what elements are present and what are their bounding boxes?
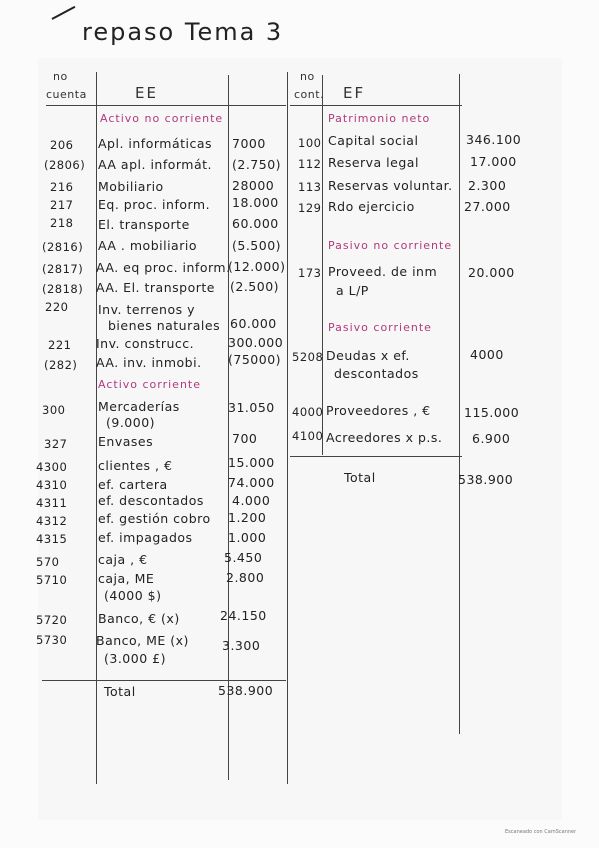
account-amount: 15.000 (228, 455, 275, 470)
center-divider (287, 72, 288, 784)
account-code: 570 (36, 555, 60, 569)
account-name-line-2: (9.000) (106, 415, 156, 430)
account-code: 221 (48, 338, 72, 352)
account-code: 4311 (36, 496, 68, 510)
right-total-line (290, 456, 462, 457)
account-name-line-2: descontados (334, 366, 419, 381)
account-name: ef. cartera (98, 477, 168, 492)
right-header-underline (290, 105, 462, 106)
account-amount: 4.000 (232, 493, 271, 508)
account-name: Mobiliario (98, 179, 164, 194)
right-total-amount: 538.900 (458, 472, 514, 487)
account-amount: 60.000 (230, 316, 277, 331)
account-code: 5208 (292, 350, 324, 364)
account-amount: 74.000 (228, 475, 275, 490)
right-column-title: EF (343, 84, 366, 102)
account-name: ef. gestión cobro (98, 511, 211, 526)
account-amount: 4000 (470, 347, 504, 362)
account-name: Inv. construcc. (96, 336, 195, 351)
page-title: repaso Tema 3 (82, 18, 284, 46)
account-amount: (75000) (228, 352, 282, 367)
account-amount: (2.750) (232, 157, 282, 172)
account-code: (2818) (42, 282, 84, 296)
account-amount: 5.450 (224, 550, 263, 565)
account-name-line-2: (4000 $) (104, 588, 162, 603)
account-name: caja , € (98, 552, 148, 567)
account-name: Proveedores , € (326, 403, 431, 418)
section-patrimonio-neto: Patrimonio neto (328, 112, 431, 125)
account-code: 216 (50, 180, 74, 194)
account-code: 100 (298, 136, 322, 150)
account-amount: 24.150 (220, 608, 267, 623)
account-amount: 3.300 (222, 638, 261, 653)
right-cont-label: cont. (294, 88, 325, 101)
account-name-line-1: Inv. terrenos y (98, 302, 196, 317)
account-amount: 2.300 (468, 178, 507, 193)
account-name: Banco, € (x) (98, 611, 180, 626)
right-amount-divider (459, 74, 460, 734)
account-amount: 700 (232, 431, 258, 446)
account-name: ef. impagados (98, 530, 193, 545)
title-slash-mark (52, 6, 76, 20)
account-name: Eq. proc. inform. (98, 197, 211, 212)
account-code: 112 (298, 157, 322, 171)
account-amount: 1.000 (228, 530, 267, 545)
account-name: ef. descontados (98, 493, 204, 508)
account-amount: 60.000 (232, 216, 279, 231)
account-name-line-2: a L/P (336, 283, 369, 298)
account-code: 4312 (36, 514, 68, 528)
left-header-underline (46, 105, 286, 106)
account-name-line-2: bienes naturales (108, 318, 221, 333)
account-amount: 300.000 (228, 335, 284, 350)
account-name: Reservas voluntar. (328, 178, 453, 193)
account-amount: 2.800 (226, 570, 265, 585)
account-name: Apl. informáticas (98, 136, 213, 151)
account-amount: 7000 (232, 136, 266, 151)
account-amount: (2.500) (230, 279, 280, 294)
account-code: 5720 (36, 613, 68, 627)
right-num-label: no (300, 70, 315, 83)
account-code: 300 (42, 403, 66, 417)
account-code: 206 (50, 138, 74, 152)
account-code: 217 (50, 198, 74, 212)
account-code: 327 (44, 437, 68, 451)
account-code: 129 (298, 201, 322, 215)
account-name: AA . mobiliario (98, 238, 197, 253)
account-amount: 28000 (232, 178, 275, 193)
account-name-line-1: caja, ME (98, 571, 155, 586)
account-name-line-2: (3.000 £) (104, 651, 166, 666)
account-code: 113 (298, 180, 322, 194)
left-amount-divider (228, 75, 229, 780)
left-total-label: Total (104, 684, 136, 699)
right-total-label: Total (344, 470, 376, 485)
account-code: 4000 (292, 405, 324, 419)
left-total-line (42, 680, 286, 681)
account-amount: 20.000 (468, 265, 515, 280)
account-name-line-1: Deudas x ef. (326, 348, 410, 363)
account-code: (2817) (42, 262, 84, 276)
account-amount: 31.050 (228, 400, 275, 415)
account-code: 220 (45, 300, 69, 314)
account-name: Rdo ejercicio (328, 199, 415, 214)
account-code: (2806) (44, 158, 86, 172)
account-name: Envases (98, 434, 154, 449)
account-name: Acreedores x p.s. (326, 430, 443, 445)
account-amount: 6.900 (472, 431, 511, 446)
account-name: AA. El. transporte (96, 280, 215, 295)
account-amount: (5.500) (232, 238, 282, 253)
account-name: AA apl. informát. (98, 157, 213, 172)
account-amount: 346.100 (466, 132, 522, 147)
left-total-amount: 538.900 (218, 683, 274, 698)
account-name: AA. inv. inmobi. (96, 355, 202, 370)
account-code: (282) (44, 358, 78, 372)
account-code: 218 (50, 216, 74, 230)
account-name: Capital social (328, 133, 419, 148)
account-name-line-1: Mercaderías (98, 399, 180, 414)
left-num-label: no (53, 70, 68, 83)
section-pasivo-no-corriente: Pasivo no corriente (328, 239, 453, 252)
account-amount: 27.000 (464, 199, 511, 214)
scanner-watermark: Escaneado con CamScanner (505, 829, 577, 835)
account-code: 5730 (36, 633, 68, 647)
right-code-divider (322, 75, 323, 455)
account-name: AA. eq proc. inform. (96, 260, 231, 275)
left-code-divider (96, 72, 97, 784)
account-name-line-1: Banco, ME (x) (96, 633, 189, 648)
section-activo-no-corriente: Activo no corriente (100, 112, 224, 125)
account-name: Reserva legal (328, 155, 419, 170)
account-amount: (12.000) (228, 259, 286, 274)
account-code: 4300 (36, 460, 68, 474)
account-code: 173 (298, 266, 322, 280)
section-activo-corriente: Activo corriente (98, 378, 201, 391)
account-name: clientes , € (98, 458, 173, 473)
section-pasivo-corriente: Pasivo corriente (328, 321, 432, 334)
account-code: 4310 (36, 478, 68, 492)
account-code: 4315 (36, 532, 68, 546)
account-code: 5710 (36, 573, 68, 587)
account-amount: 18.000 (232, 195, 279, 210)
account-amount: 17.000 (470, 154, 517, 169)
account-amount: 115.000 (464, 405, 520, 420)
left-column-title: EE (135, 84, 158, 102)
account-amount: 1.200 (228, 510, 267, 525)
left-cuenta-label: cuenta (46, 88, 87, 101)
account-code: (2816) (42, 240, 84, 254)
account-name-line-1: Proveed. de inm (328, 264, 438, 279)
account-name: El. transporte (98, 217, 190, 232)
account-code: 4100 (292, 429, 324, 443)
